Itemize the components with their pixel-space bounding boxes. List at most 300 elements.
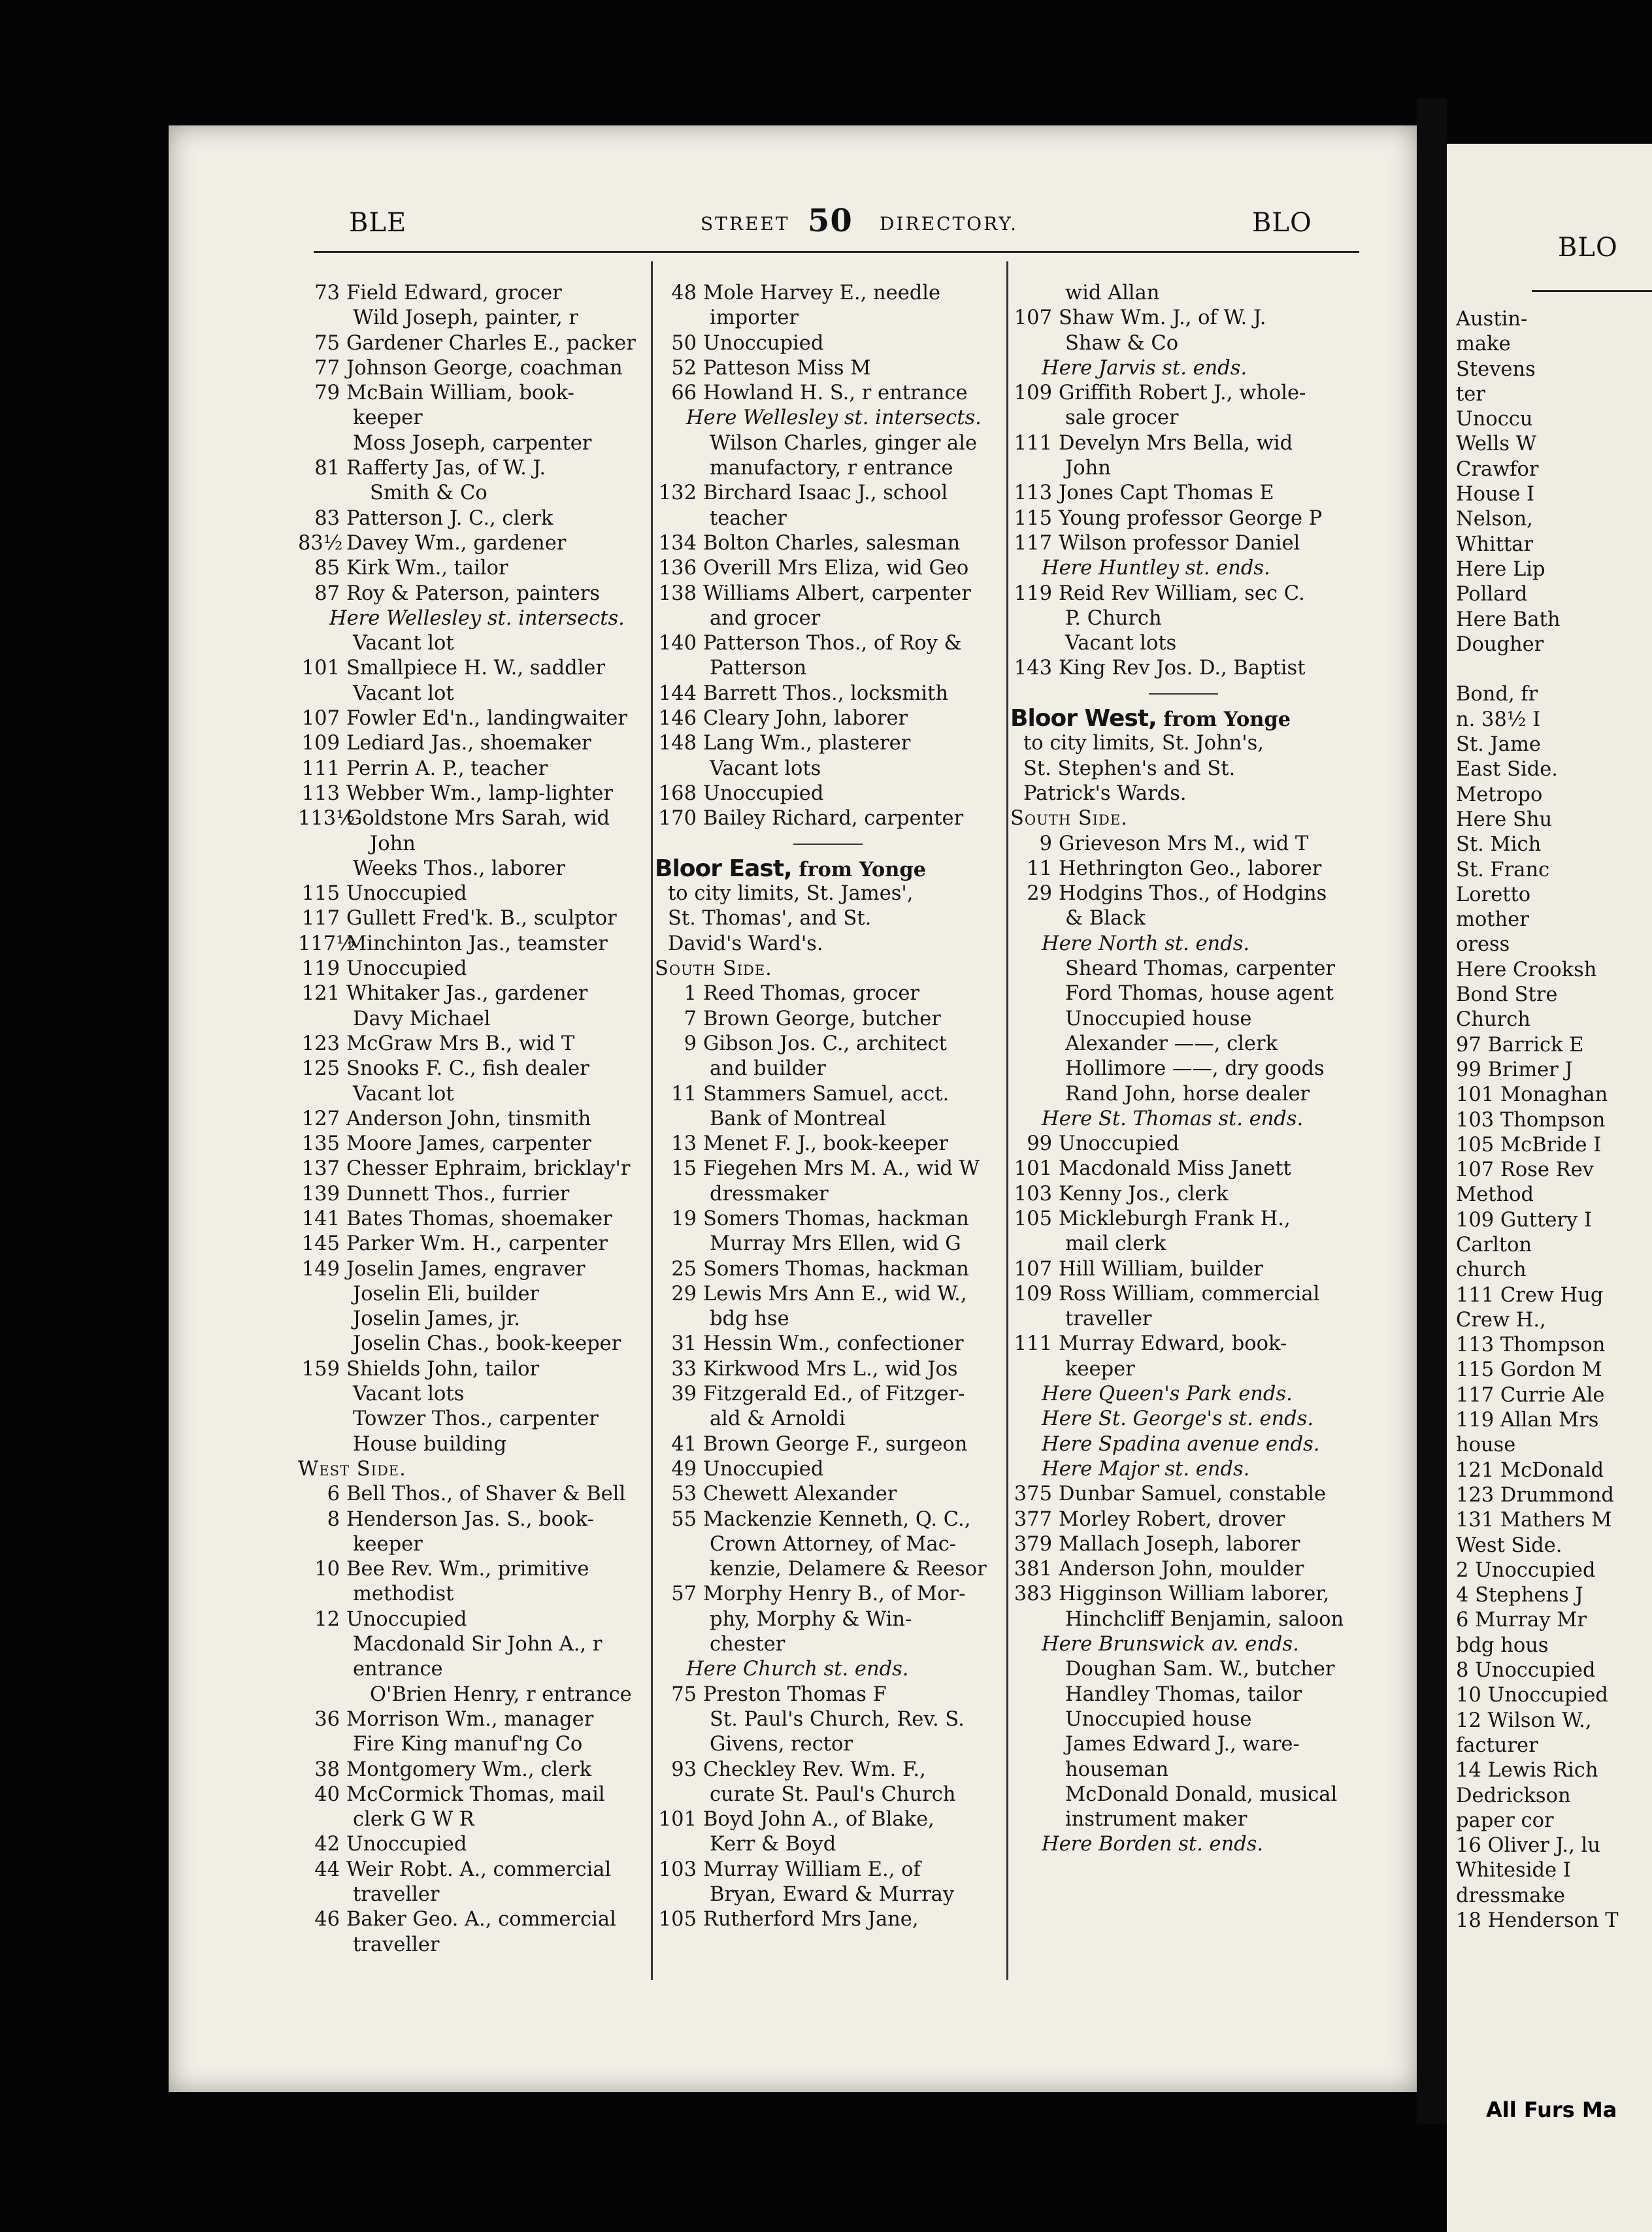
house-number: 105: [1014, 1207, 1052, 1230]
entry-text: Snooks F. C., fish dealer: [346, 1057, 589, 1081]
directory-entry: [298, 656, 644, 681]
house-number: 33: [671, 1357, 697, 1381]
house-number: 83: [314, 506, 340, 530]
next-page-line: 111 Crew Hug: [1456, 1283, 1604, 1307]
entry-text: Unoccupied: [703, 781, 824, 805]
street-heading-continuation: St. Thomas', and St.: [668, 907, 872, 930]
intersection-note: Here St. George's st. ends.: [1042, 1407, 1314, 1431]
entry-text: Brown George F., surgeon: [703, 1432, 968, 1456]
house-number: 19: [671, 1207, 697, 1230]
street-extent: from Yonge: [791, 857, 927, 881]
intersection-note: Here Wellesley st. intersects.: [686, 406, 982, 430]
entry-text: Dunbar Samuel, constable: [1059, 1483, 1327, 1506]
entry-text: Unoccupied: [346, 957, 467, 981]
intersection-note: Here North st. ends.: [1042, 932, 1250, 955]
directory-entry: [298, 1758, 644, 1782]
next-page-column: [1456, 307, 1652, 1933]
directory-entry-continuation: and builder: [710, 1057, 826, 1081]
directory-entry-continuation: Fire King manuf'ng Co: [353, 1733, 583, 1756]
directory-entry: [1010, 506, 1357, 531]
house-number: 168: [658, 781, 697, 805]
directory-entry-continuation: traveller: [353, 1883, 440, 1906]
house-number: 107: [301, 707, 340, 730]
entry-text: Chesser Ephraim, bricklay'r: [346, 1157, 631, 1181]
directory-entry-continuation: ald & Arnoldi: [710, 1407, 846, 1431]
next-page-line: mother: [1456, 908, 1529, 932]
entry-text: Shaw Wm. J., of W. J.: [1059, 306, 1266, 330]
house-number: 101: [1014, 1157, 1052, 1181]
directory-entry: [298, 957, 644, 981]
next-page-line: ter: [1456, 382, 1485, 406]
directory-entry: [655, 1332, 1001, 1356]
directory-entry-continuation: Vacant lot: [353, 1082, 454, 1106]
directory-entry: [655, 1507, 1001, 1532]
directory-entry: [655, 1257, 1001, 1282]
directory-entry-continuation: Hollimore ——, dry goods: [1065, 1057, 1325, 1081]
entry-text: Kenny Jos., clerk: [1059, 1182, 1229, 1206]
entry-text: Perrin A. P., teacher: [346, 757, 548, 780]
directory-entry-continuation: St. Paul's Church, Rev. S.: [710, 1707, 965, 1731]
next-page-line: Wells W: [1456, 433, 1537, 456]
directory-entry-continuation: entrance: [353, 1658, 443, 1681]
house-number: 140: [658, 632, 697, 655]
directory-entry: [655, 1807, 1001, 1832]
directory-entry: [1010, 881, 1357, 906]
intersection-note: Here Major st. ends.: [1042, 1457, 1250, 1481]
house-number: 125: [301, 1057, 340, 1081]
entry-text: Stammers Samuel, acct.: [703, 1082, 950, 1106]
next-page-line: Method: [1456, 1183, 1534, 1207]
house-number: 40: [314, 1782, 340, 1806]
next-page-line: 18 Henderson T: [1456, 1909, 1619, 1932]
directory-entry: [298, 456, 644, 481]
directory-entry: [655, 1758, 1001, 1782]
directory-entry: [298, 731, 644, 756]
directory-entry-continuation: Wild Joseph, painter, r: [353, 306, 579, 330]
directory-entry: [655, 556, 1001, 581]
next-page-line: Dedrickson: [1456, 1784, 1571, 1807]
next-page-line: 97 Barrick E: [1456, 1033, 1584, 1057]
directory-entry: [1010, 1207, 1357, 1232]
directory-entry: [655, 1482, 1001, 1507]
entry-text: Somers Thomas, hackman: [703, 1207, 969, 1230]
directory-entry: [298, 1507, 644, 1532]
house-number: 107: [1014, 306, 1052, 330]
next-page-line: Carlton: [1456, 1233, 1532, 1256]
right-guide-word: BLO: [1252, 208, 1312, 238]
entry-text: Boyd John A., of Blake,: [703, 1808, 934, 1831]
directory-entry-continuation: Shaw & Co: [1065, 331, 1179, 355]
entry-text: Henderson Jas. S., book-: [346, 1507, 594, 1531]
house-number: 117½: [298, 932, 355, 955]
entry-text: Reed Thomas, grocer: [703, 982, 919, 1006]
directory-entry: [1010, 431, 1357, 456]
directory-entry-continuation: Givens, rector: [710, 1733, 853, 1756]
column-divider: [651, 261, 653, 1980]
directory-entry-continuation: Kerr & Boyd: [710, 1833, 836, 1856]
directory-entry-continuation: kenzie, Delamere & Reesor: [710, 1558, 987, 1581]
entry-text: Unoccupied: [346, 882, 467, 906]
house-number: 53: [671, 1483, 697, 1506]
next-page-line: Austin-: [1456, 308, 1528, 331]
entry-text: Gibson Jos. C., architect: [703, 1032, 947, 1055]
entry-text: Parker Wm. H., carpenter: [346, 1232, 608, 1256]
header-directory: DIRECTORY.: [880, 213, 1019, 235]
side-heading: South Side.: [655, 957, 772, 981]
directory-entry-continuation: Patterson: [710, 657, 807, 680]
directory-entry-continuation: Vacant lots: [710, 757, 821, 780]
directory-entry: [655, 356, 1001, 381]
directory-entry: [655, 1682, 1001, 1707]
directory-entry-continuation: chester: [710, 1633, 785, 1656]
house-number: 57: [671, 1583, 697, 1606]
column-3: [1010, 281, 1357, 1858]
entry-text: Patteson Miss M: [703, 356, 871, 380]
house-number: 127: [301, 1107, 340, 1130]
next-page-line: East Side.: [1456, 758, 1558, 781]
entry-text: Chewett Alexander: [703, 1483, 897, 1506]
next-page-line: make: [1456, 333, 1511, 356]
next-page-line: 14 Lewis Rich: [1456, 1759, 1598, 1782]
entry-text: Bates Thomas, shoemaker: [346, 1207, 612, 1230]
entry-text: Anderson John, moulder: [1059, 1558, 1304, 1581]
entry-text: Webber Wm., lamp-lighter: [346, 781, 613, 805]
directory-entry: [655, 1457, 1001, 1482]
directory-entry-continuation: teacher: [710, 506, 787, 530]
street-heading-continuation: David's Ward's.: [668, 932, 823, 955]
directory-entry: [1010, 857, 1357, 881]
directory-entry-continuation: Crown Attorney, of Mac-: [710, 1532, 957, 1556]
section-separator: [655, 832, 1001, 857]
entry-text: Jones Capt Thomas E: [1059, 482, 1274, 505]
next-page-line: 121 McDonald: [1456, 1458, 1604, 1482]
house-number: 29: [1027, 882, 1052, 906]
house-number: 25: [671, 1257, 697, 1281]
entry-text: Overill Mrs Eliza, wid Geo: [703, 557, 969, 580]
directory-entry-continuation: House building: [353, 1432, 507, 1456]
entry-text: Baker Geo. A., commercial: [346, 1908, 616, 1931]
directory-entry: [298, 1232, 644, 1256]
directory-entry: [655, 481, 1001, 506]
directory-entry: [1010, 1507, 1357, 1532]
intersection-note: Here Huntley st. ends.: [1042, 557, 1270, 580]
house-number: 107: [1014, 1257, 1052, 1281]
next-page-line: 101 Monaghan: [1456, 1083, 1608, 1107]
page-number: 50: [808, 203, 853, 239]
directory-entry-continuation: importer: [710, 306, 799, 330]
directory-entry-continuation: Moss Joseph, carpenter: [353, 431, 592, 455]
next-page-line: Whiteside I: [1456, 1859, 1571, 1882]
entry-text: Griffith Robert J., whole-: [1059, 382, 1306, 405]
house-number: 13: [671, 1132, 697, 1156]
directory-entry: [298, 331, 644, 356]
house-number: 75: [671, 1682, 697, 1706]
directory-entry: [655, 806, 1001, 831]
directory-entry-continuation: Joselin Chas., book-keeper: [353, 1332, 621, 1356]
directory-entry-continuation: Joselin Eli, builder: [353, 1282, 540, 1305]
directory-entry-continuation: James Edward J., ware-: [1065, 1733, 1300, 1756]
directory-entry: [1010, 832, 1357, 857]
directory-entry: [655, 731, 1001, 756]
directory-entry-continuation: McDonald Donald, musical: [1065, 1782, 1338, 1806]
house-number: 141: [301, 1207, 340, 1230]
house-number: 123: [301, 1032, 340, 1055]
house-number: 111: [1014, 1332, 1052, 1356]
next-page-line: Whittar: [1456, 533, 1534, 556]
intersection-note: Here Spadina avenue ends.: [1042, 1432, 1320, 1456]
entry-text: Hodgins Thos., of Hodgins: [1059, 882, 1327, 906]
entry-text: Joselin James, engraver: [346, 1257, 586, 1281]
directory-entry: [1010, 656, 1357, 681]
directory-entry: [655, 981, 1001, 1006]
directory-entry-continuation: P. Church: [1065, 606, 1162, 630]
house-number: 99: [1027, 1132, 1052, 1156]
next-page-line: oress: [1456, 933, 1510, 957]
entry-text: Goldstone Mrs Sarah, wid: [346, 807, 610, 830]
directory-entry: [655, 531, 1001, 556]
house-number: 143: [1014, 657, 1052, 680]
directory-entry: [655, 1282, 1001, 1307]
intersection-note: Here Brunswick av. ends.: [1042, 1633, 1299, 1656]
directory-entry: [298, 1707, 644, 1732]
house-number: 113: [1014, 482, 1052, 505]
next-page-line: Loretto: [1456, 883, 1531, 906]
directory-entry: [298, 1157, 644, 1181]
directory-entry-continuation: Handley Thomas, tailor: [1065, 1682, 1302, 1706]
left-guide-word: BLE: [349, 208, 407, 238]
house-number: 101: [658, 1808, 697, 1831]
house-number: 117: [1014, 531, 1052, 555]
directory-entry: [298, 1782, 644, 1807]
intersection-note: Here St. Thomas st. ends.: [1042, 1107, 1304, 1130]
house-number: 103: [658, 1858, 697, 1881]
entry-text: Unoccupied: [703, 1457, 824, 1481]
directory-entry-continuation: houseman: [1065, 1758, 1169, 1781]
house-number: 39: [671, 1383, 697, 1406]
next-page-line: 119 Allan Mrs: [1456, 1409, 1599, 1432]
section-separator: [1010, 681, 1357, 706]
directory-entry: [298, 582, 644, 606]
entry-text: Cleary John, laborer: [703, 707, 908, 730]
entry-text: Hessin Wm., confectioner: [703, 1332, 964, 1356]
next-page-line: Nelson,: [1456, 508, 1533, 531]
directory-entry: [1010, 1482, 1357, 1507]
directory-entry: [655, 381, 1001, 406]
next-page-line: 8 Unoccupied: [1456, 1659, 1596, 1682]
directory-entry-continuation: John: [370, 832, 416, 855]
entry-text: Shields John, tailor: [346, 1357, 540, 1381]
directory-entry: [655, 1382, 1001, 1407]
street-heading-continuation: to city limits, St. John's,: [1023, 732, 1264, 755]
directory-entry: [298, 531, 644, 556]
next-page-line: Crew H.,: [1456, 1308, 1546, 1332]
intersection-note: Here Church st. ends.: [686, 1658, 909, 1681]
side-heading: West Side.: [298, 1457, 406, 1481]
directory-entry: [298, 1057, 644, 1081]
entry-text: Kirkwood Mrs L., wid Jos: [703, 1357, 958, 1381]
directory-entry-continuation: bdg hse: [710, 1307, 789, 1331]
directory-entry: [655, 1007, 1001, 1032]
side-heading: South Side.: [1010, 807, 1128, 830]
entry-text: Murray William E., of: [703, 1858, 921, 1881]
column-divider: [1006, 261, 1008, 1980]
directory-entry-continuation: Towzer Thos., carpenter: [353, 1407, 599, 1431]
entry-text: Rafferty Jas, of W. J.: [346, 457, 546, 480]
directory-entry: [298, 381, 644, 406]
house-number: 119: [1014, 582, 1052, 605]
house-number: 8: [327, 1507, 340, 1531]
directory-entry: [298, 1832, 644, 1857]
directory-entry: [298, 1907, 644, 1932]
directory-entry: [298, 1607, 644, 1632]
next-page-line: 16 Oliver J., lu: [1456, 1834, 1600, 1858]
directory-entry-continuation: methodist: [353, 1583, 454, 1606]
directory-entry: [1010, 1182, 1357, 1207]
directory-entry: [298, 932, 644, 957]
directory-entry-continuation: Murray Mrs Ellen, wid G: [710, 1232, 961, 1256]
entry-text: Mole Harvey E., needle: [703, 282, 941, 304]
entry-text: Unoccupied: [346, 1833, 467, 1856]
house-number: 52: [671, 356, 697, 380]
next-page-line: 2 Unoccupied: [1456, 1558, 1596, 1582]
next-page-line: facturer: [1456, 1733, 1538, 1757]
directory-entry-continuation: wid Allan: [1065, 282, 1160, 304]
directory-entry: [298, 281, 644, 306]
directory-entry: [298, 806, 644, 831]
directory-entry-continuation: Ford Thomas, house agent: [1065, 982, 1334, 1006]
directory-entry: [1010, 1282, 1357, 1307]
next-page-line: House I: [1456, 483, 1535, 506]
house-number: 377: [1014, 1507, 1052, 1531]
intersection-note: Here Borden st. ends.: [1042, 1833, 1264, 1856]
entry-text: Davey Wm., gardener: [346, 531, 567, 555]
house-number: 148: [658, 732, 697, 755]
directory-entry: [655, 1582, 1001, 1607]
house-number: 383: [1014, 1583, 1052, 1606]
next-page-line: Here Shu: [1456, 808, 1553, 831]
entry-text: Dunnett Thos., furrier: [346, 1182, 570, 1206]
street-heading-continuation: St. Stephen's and St.: [1023, 757, 1236, 780]
house-number: 109: [1014, 1282, 1052, 1305]
entry-text: Mallach Joseph, laborer: [1059, 1532, 1300, 1556]
entry-text: Patterson J. C., clerk: [346, 506, 553, 530]
next-page-line: [1456, 657, 1652, 682]
entry-text: Ross William, commercial: [1059, 1282, 1320, 1305]
directory-entry: [1010, 1157, 1357, 1181]
entry-text: Morphy Henry B., of Mor-: [703, 1583, 966, 1606]
next-page-line: 107 Rose Rev: [1456, 1158, 1594, 1182]
street-extent: from Yonge: [1156, 708, 1291, 732]
next-page-line: house: [1456, 1434, 1516, 1457]
directory-entry-continuation: Unoccupied house: [1065, 1707, 1252, 1731]
next-page-line: 115 Gordon M: [1456, 1358, 1602, 1382]
directory-entry: [655, 1082, 1001, 1107]
directory-entry-continuation: keeper: [1065, 1357, 1135, 1381]
directory-entry-continuation: Doughan Sam. W., butcher: [1065, 1658, 1335, 1681]
book-gutter: [1417, 98, 1447, 2124]
house-number: 132: [658, 482, 697, 505]
entry-text: Field Edward, grocer: [346, 282, 562, 304]
house-number: 109: [301, 732, 340, 755]
next-page-line: Bond, fr: [1456, 683, 1538, 706]
next-page-line: 123 Drummond: [1456, 1483, 1614, 1507]
entry-text: Reid Rev William, sec C.: [1059, 582, 1305, 605]
entry-text: King Rev Jos. D., Baptist: [1059, 657, 1306, 680]
directory-entry: [1010, 1582, 1357, 1607]
entry-text: Montgomery Wm., clerk: [346, 1758, 592, 1781]
next-page-line: Church: [1456, 1008, 1530, 1032]
entry-text: McGraw Mrs B., wid T: [346, 1032, 575, 1055]
next-page-line: 6 Murray Mr: [1456, 1609, 1587, 1632]
street-heading-continuation: to city limits, St. James',: [668, 882, 914, 906]
house-number: 81: [314, 457, 340, 480]
house-number: 79: [314, 382, 340, 405]
next-page-fragment: [1447, 144, 1652, 2232]
entry-text: Bell Thos., of Shaver & Bell: [346, 1483, 626, 1506]
house-number: 66: [671, 382, 697, 405]
next-page-line: Here Lip: [1456, 557, 1545, 581]
directory-entry-continuation: sale grocer: [1065, 406, 1179, 430]
column-1: [298, 281, 644, 1958]
directory-entry-continuation: Smith & Co: [370, 482, 487, 505]
entry-text: Patterson Thos., of Roy &: [703, 632, 962, 655]
directory-entry-continuation: O'Brien Henry, r entrance: [370, 1682, 632, 1706]
directory-entry: [655, 1157, 1001, 1181]
directory-entry: [298, 706, 644, 731]
directory-entry-continuation: keeper: [353, 406, 423, 430]
entry-text: Whitaker Jas., gardener: [346, 982, 588, 1006]
house-number: 42: [314, 1833, 340, 1856]
house-number: 159: [301, 1357, 340, 1381]
directory-entry-continuation: Vacant lot: [353, 632, 454, 655]
entry-text: Preston Thomas F: [703, 1682, 887, 1706]
intersection-note: Here Wellesley st. intersects.: [329, 606, 625, 630]
directory-entry: [1010, 531, 1357, 556]
house-number: 113: [301, 781, 340, 805]
house-number: 379: [1014, 1532, 1052, 1556]
house-number: 48: [671, 282, 697, 304]
directory-entry-continuation: traveller: [353, 1933, 440, 1956]
directory-entry-continuation: & Black: [1065, 907, 1146, 930]
entry-text: Rutherford Mrs Jane,: [703, 1908, 919, 1931]
entry-text: Somers Thomas, hackman: [703, 1257, 969, 1281]
next-page-line: Pollard: [1456, 583, 1528, 606]
entry-text: Moore James, carpenter: [346, 1132, 591, 1156]
house-number: 375: [1014, 1483, 1052, 1506]
next-page-footer: All Furs Ma: [1486, 2097, 1617, 2122]
entry-text: Grieveson Mrs M., wid T: [1059, 832, 1309, 855]
house-number: 11: [671, 1082, 697, 1106]
next-page-line: Metropo: [1456, 783, 1543, 806]
house-number: 139: [301, 1182, 340, 1206]
house-number: 145: [301, 1232, 340, 1256]
directory-entry: [1010, 1257, 1357, 1282]
next-page-line: 109 Guttery I: [1456, 1208, 1593, 1232]
directory-entry: [655, 1032, 1001, 1057]
next-page-line: 117 Currie Ale: [1456, 1383, 1605, 1407]
directory-entry-continuation: clerk G W R: [353, 1808, 474, 1831]
directory-entry: [655, 1432, 1001, 1457]
house-number: 170: [658, 807, 697, 830]
directory-entry: [655, 281, 1001, 306]
next-page-line: 131 Mathers M: [1456, 1509, 1612, 1532]
house-number: 11: [1027, 857, 1052, 880]
directory-entry-continuation: Unoccupied house: [1065, 1007, 1252, 1030]
house-number: 149: [301, 1257, 340, 1281]
entry-text: Unoccupied: [1059, 1132, 1180, 1156]
directory-entry-continuation: Weeks Thos., laborer: [353, 857, 565, 880]
directory-entry: [298, 1557, 644, 1582]
